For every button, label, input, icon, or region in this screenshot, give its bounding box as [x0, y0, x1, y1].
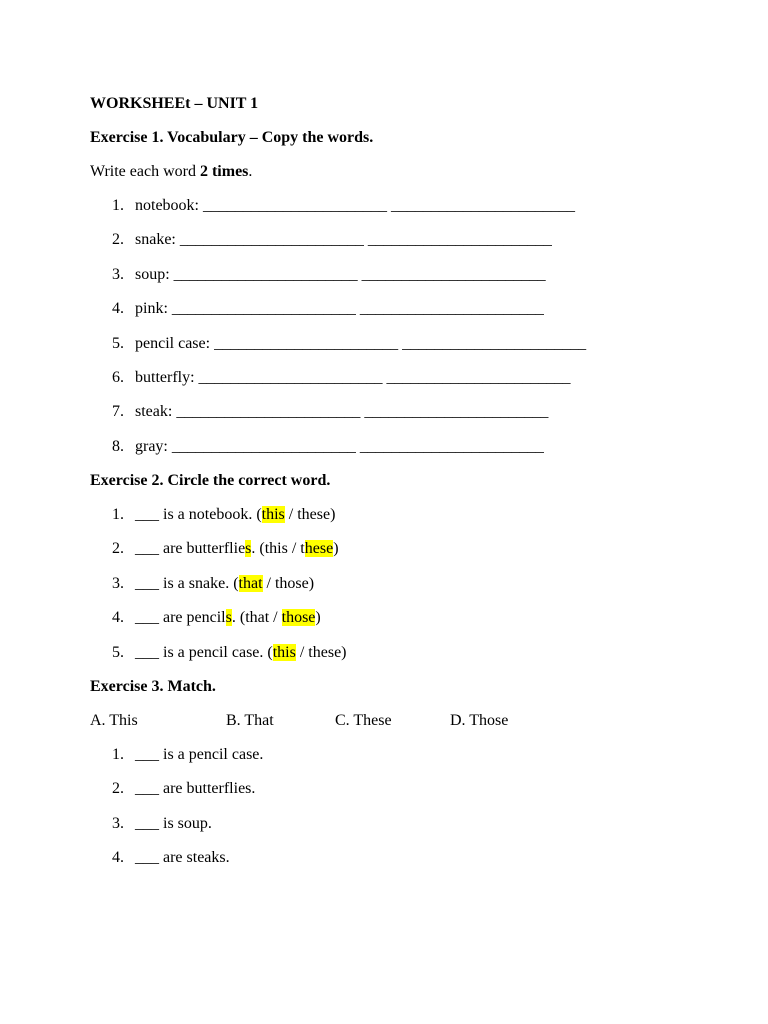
highlighted-word: s [225, 609, 232, 627]
match-option: B. That [226, 712, 274, 729]
sentence-fragment: ) [333, 540, 339, 558]
item-number: 5. [112, 334, 124, 352]
match-item-text: ___ is soup. [135, 814, 212, 832]
item-number: 3. [112, 574, 124, 592]
sentence-fragment: . (that / [231, 609, 282, 627]
exercise2-heading: Exercise 2. Circle the correct word. [90, 472, 331, 489]
item-number: 2. [112, 540, 124, 558]
instruction-end: . [248, 163, 253, 180]
highlighted-word: those [281, 609, 316, 627]
worksheet-title: WORKSHEEt – UNIT 1 [90, 95, 259, 112]
item-number: 3. [112, 814, 124, 832]
sentence-fragment: ___ is a snake. ( [135, 574, 239, 592]
item-number: 1. [112, 746, 124, 763]
sentence-fragment: ___ is a pencil case. ( [135, 643, 273, 661]
vocabulary-item-text: soup: _______________________ _______________________ [135, 265, 546, 283]
highlighted-word: that [238, 574, 263, 592]
circle-word-sentence [135, 505, 335, 525]
item-number: 5. [112, 643, 124, 661]
circle-word-sentence [135, 539, 339, 559]
circle-word-sentence [135, 643, 347, 663]
sentence-fragment: ___ are butterflie [135, 540, 246, 558]
circle-word-sentence [135, 608, 321, 628]
exercise3-heading: Exercise 3. Match. [90, 678, 216, 695]
highlighted-word: this [261, 506, 285, 523]
instruction-text: Write each word [90, 163, 200, 180]
item-number: 4. [112, 300, 124, 318]
sentence-fragment: ) [315, 609, 321, 627]
item-number: 6. [112, 369, 124, 386]
vocabulary-item-text: snake: _______________________ _______________________ [135, 231, 552, 249]
match-option: C. These [335, 712, 392, 729]
item-number: 4. [112, 609, 124, 627]
sentence-fragment: . (this / t [251, 540, 305, 558]
sentence-fragment: ___ is a notebook. ( [135, 506, 262, 523]
match-option: D. Those [450, 712, 509, 729]
match-item-text: ___ is a pencil case. [135, 746, 264, 763]
exercise1-heading: Exercise 1. Vocabulary – Copy the words. [90, 129, 374, 146]
highlighted-word: this [272, 643, 296, 661]
vocabulary-item-text: pencil case: _______________________ _______________________ [135, 334, 587, 352]
item-number: 4. [112, 849, 124, 867]
highlighted-word: hese [304, 540, 334, 558]
sentence-fragment: / these) [284, 506, 336, 523]
match-option: A. This [90, 712, 138, 729]
item-number: 7. [112, 403, 124, 421]
vocabulary-item-text: notebook: _______________________ _______________________ [135, 197, 575, 214]
match-item-text: ___ are butterflies. [135, 780, 256, 798]
sentence-fragment: / these) [295, 643, 347, 661]
item-number: 8. [112, 437, 124, 455]
instruction-emphasis: 2 times [199, 163, 249, 180]
vocabulary-item-text: gray: _______________________ _______________________ [135, 437, 544, 455]
item-number: 1. [112, 506, 124, 523]
sentence-fragment: / those) [262, 574, 315, 592]
item-number: 3. [112, 265, 124, 283]
vocabulary-item-text: butterfly: _______________________ _______________________ [135, 369, 571, 386]
circle-word-sentence [135, 574, 314, 594]
vocabulary-item-text: pink: _______________________ _______________________ [135, 300, 544, 318]
item-number: 2. [112, 231, 124, 249]
item-number: 1. [112, 197, 124, 214]
match-item-text: ___ are steaks. [135, 849, 230, 867]
vocabulary-item-text: steak: _______________________ _______________________ [135, 403, 549, 421]
item-number: 2. [112, 780, 124, 798]
exercise1-instruction [90, 162, 252, 182]
highlighted-word: s [245, 540, 252, 558]
sentence-fragment: ___ are pencil [135, 609, 226, 627]
